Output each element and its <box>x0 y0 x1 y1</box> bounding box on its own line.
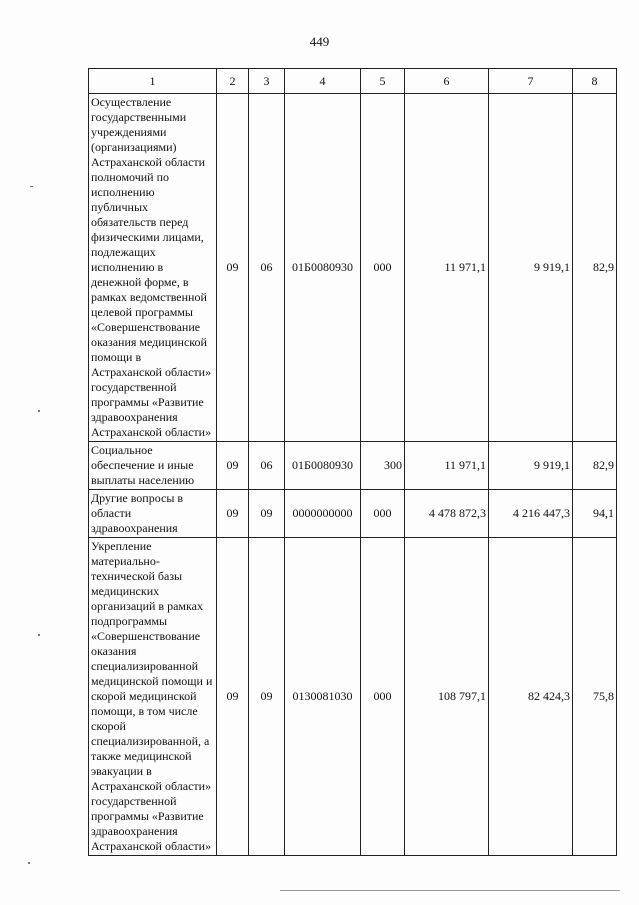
row-section: 09 <box>217 538 249 856</box>
table-row <box>89 94 617 442</box>
table-row <box>89 538 617 856</box>
row-subsection: 09 <box>249 538 285 856</box>
column-header: 1 <box>89 69 217 94</box>
budget-table <box>88 68 617 856</box>
row-plan: 4 478 872,3 <box>405 490 489 538</box>
row-fact: 4 216 447,3 <box>489 490 573 538</box>
row-name: Социальное обеспечение и иные выплаты населению <box>89 442 217 490</box>
row-percent: 75,8 <box>573 538 617 856</box>
row-expense-type: 000 <box>361 490 405 538</box>
row-target-article: 0130081030 <box>285 538 361 856</box>
page-number: 449 <box>309 34 330 49</box>
row-percent: 82,9 <box>573 442 617 490</box>
row-percent: 94,1 <box>573 490 617 538</box>
row-name: Другие вопросы в области здравоохранения <box>89 490 217 538</box>
row-name: Осуществление государственными учреждениями (организациями) Астраханской области полномочий по исполнению публичных обязательств перед физическими лицами, подлежащих исполнению в денежной форме, в рамках ведомственной целевой программы «Совершенствование оказания медицинской помощи в Астраханской области» государственной программы «Развитие здравоохранения Астраханской области» <box>89 94 217 442</box>
row-subsection: 06 <box>249 94 285 442</box>
table-header-row <box>89 69 617 94</box>
row-target-article: 01Б0080930 <box>285 94 361 442</box>
column-header: 4 <box>285 69 361 94</box>
scan-mark <box>28 862 30 864</box>
table-row <box>89 442 617 490</box>
column-header: 8 <box>573 69 617 94</box>
row-fact: 9 919,1 <box>489 442 573 490</box>
scan-mark <box>30 186 33 187</box>
row-section: 09 <box>217 490 249 538</box>
scan-line <box>280 890 620 891</box>
row-target-article: 01Б0080930 <box>285 442 361 490</box>
row-fact: 82 424,3 <box>489 538 573 856</box>
row-subsection: 09 <box>249 490 285 538</box>
row-fact: 9 919,1 <box>489 94 573 442</box>
row-plan: 108 797,1 <box>405 538 489 856</box>
column-header: 7 <box>489 69 573 94</box>
row-section: 09 <box>217 94 249 442</box>
row-expense-type: 000 <box>361 538 405 856</box>
row-target-article: 0000000000 <box>285 490 361 538</box>
row-plan: 11 971,1 <box>405 442 489 490</box>
column-header: 3 <box>249 69 285 94</box>
scan-mark <box>38 634 40 636</box>
scan-mark <box>38 410 40 412</box>
row-percent: 82,9 <box>573 94 617 442</box>
row-plan: 11 971,1 <box>405 94 489 442</box>
row-name: Укрепление материально-технической базы медицинских организаций в рамках подпрограммы «Совершенствование оказания специализированной медицинской помощи и скорой медицинской помощи, в том числе скорой специализированной, а также медицинской эвакуации в Астраханской области» государственной программы «Развитие здравоохранения Астраханской области» <box>89 538 217 856</box>
column-header: 6 <box>405 69 489 94</box>
column-header: 5 <box>361 69 405 94</box>
row-subsection: 06 <box>249 442 285 490</box>
row-expense-type: 300 <box>361 442 405 490</box>
row-expense-type: 000 <box>361 94 405 442</box>
table-row <box>89 490 617 538</box>
column-header: 2 <box>217 69 249 94</box>
row-section: 09 <box>217 442 249 490</box>
